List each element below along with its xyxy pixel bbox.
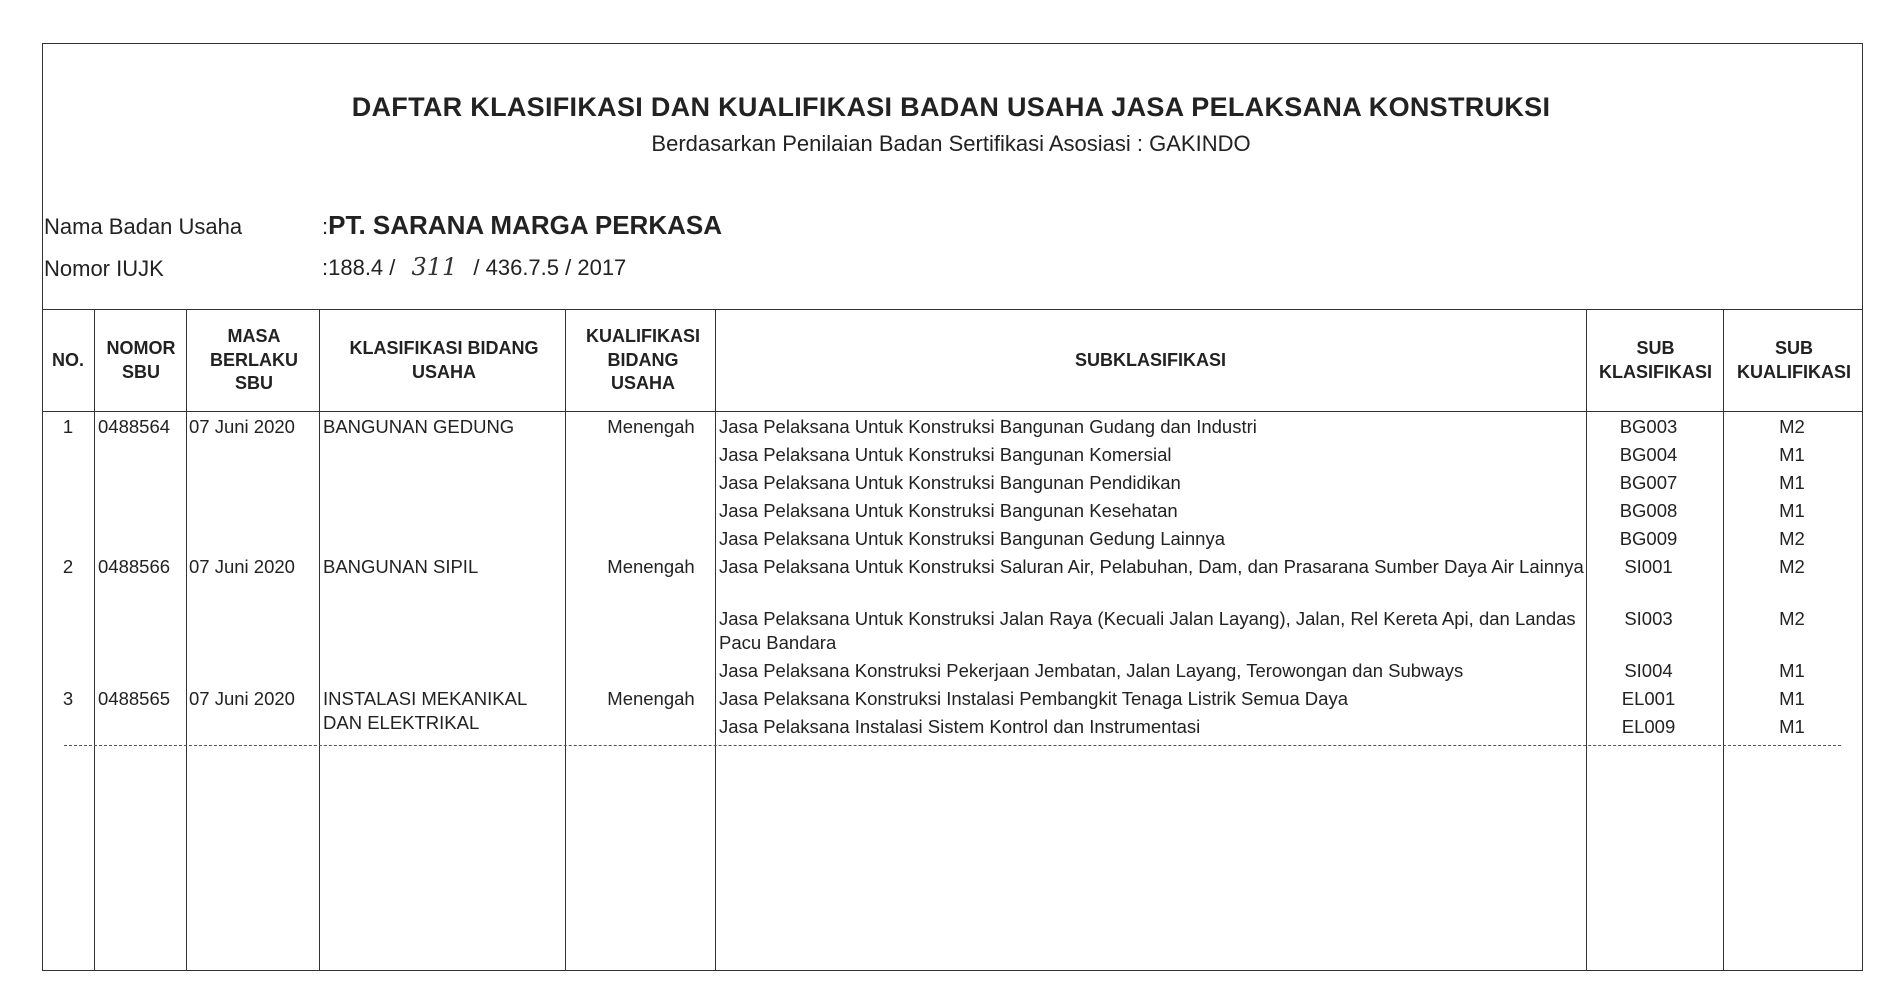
sub-kualifikasi-cell: M2 [1779, 608, 1805, 629]
header-kualifikasi: KUALIFIKASI BIDANG USAHA [586, 326, 700, 394]
header-divider [42, 411, 1863, 412]
sub-klasifikasi-code-cell: SI001 [1624, 556, 1673, 577]
sub-kualifikasi-cell: M1 [1779, 500, 1805, 521]
klasifikasi-cell: INSTALASI MEKANIKAL DAN ELEKTRIKAL [323, 688, 527, 733]
sub-klasifikasi-code-cell: BG004 [1619, 444, 1678, 465]
klasifikasi-cell: BANGUNAN SIPIL [323, 556, 479, 577]
sub-kualifikasi-cell: M2 [1779, 528, 1805, 549]
sub-kualifikasi-cell: M1 [1779, 716, 1805, 737]
sub-klasifikasi-code-cell: BG003 [1619, 416, 1678, 437]
sub-klasifikasi-code-cell: BG007 [1619, 472, 1678, 493]
row-number: 2 [62, 556, 74, 577]
company-name-row [322, 210, 722, 241]
nomor-sbu-cell: 0488566 [98, 556, 171, 577]
iujk-number-prefix: :188.4 / [322, 255, 396, 280]
column-divider [1723, 310, 1724, 971]
column-divider [186, 310, 187, 971]
iujk-handwritten-number: 311 [411, 253, 458, 281]
row-number: 1 [62, 416, 74, 437]
iujk-number-row [322, 253, 626, 281]
subklasifikasi-cell: Jasa Pelaksana Untuk Konstruksi Saluran Air, Pelabuhan, Dam, dan Prasarana Sumber Daya Air Lainnya [719, 556, 1584, 577]
subklasifikasi-cell: Jasa Pelaksana Untuk Konstruksi Bangunan Komersial [719, 444, 1172, 465]
kualifikasi-cell: Menengah [607, 416, 695, 437]
subklasifikasi-cell: Jasa Pelaksana Instalasi Sistem Kontrol dan Instrumentasi [719, 716, 1201, 737]
sub-kualifikasi-cell: M1 [1779, 472, 1805, 493]
sub-klasifikasi-code-cell: EL009 [1621, 716, 1676, 737]
header-klasifikasi: KLASIFIKASI BIDANG USAHA [349, 338, 539, 382]
header-masa-berlaku: MASA BERLAKU SBU [210, 326, 298, 394]
kualifikasi-cell: Menengah [607, 688, 695, 709]
masa-berlaku-cell: 07 Juni 2020 [189, 416, 295, 437]
iujk-number-label: Nomor IUJK [44, 256, 164, 281]
row-number: 3 [62, 688, 74, 709]
sub-klasifikasi-code-cell: BG009 [1619, 528, 1678, 549]
kualifikasi-cell: Menengah [607, 556, 695, 577]
column-divider [565, 310, 566, 971]
masa-berlaku-cell: 07 Juni 2020 [189, 556, 295, 577]
header-subklasifikasi: SUBKLASIFIKASI [1074, 349, 1226, 370]
document-title: DAFTAR KLASIFIKASI DAN KUALIFIKASI BADAN USAHA JASA PELAKSANA KONSTRUKSI [351, 92, 1551, 122]
iujk-number-suffix: / 436.7.5 / 2017 [473, 255, 627, 280]
nomor-sbu-cell: 0488564 [98, 416, 171, 437]
header-nomor-sbu: NOMOR SBU [106, 338, 176, 382]
subklasifikasi-cell: Jasa Pelaksana Untuk Konstruksi Jalan Raya (Kecuali Jalan Layang), Jalan, Rel Kereta Api, dan Landas Pacu Bandara [719, 608, 1576, 653]
klasifikasi-cell: BANGUNAN GEDUNG [323, 416, 515, 437]
sub-klasifikasi-code-cell: SI003 [1624, 608, 1673, 629]
subklasifikasi-cell: Jasa Pelaksana Untuk Konstruksi Bangunan Gedung Lainnya [719, 528, 1226, 549]
column-divider [319, 310, 320, 971]
header-sub-klasifikasi: SUB KLASIFIKASI [1598, 338, 1712, 382]
column-divider [94, 310, 95, 971]
header-sub-kualifikasi: SUB KUALIFIKASI [1737, 338, 1851, 382]
subklasifikasi-cell: Jasa Pelaksana Untuk Konstruksi Bangunan Gudang dan Industri [719, 416, 1257, 437]
header-no: NO. [51, 349, 84, 370]
masa-berlaku-cell: 07 Juni 2020 [189, 688, 295, 709]
nomor-sbu-cell: 0488565 [98, 688, 171, 709]
dashed-separator [64, 745, 1841, 746]
subklasifikasi-cell: Jasa Pelaksana Konstruksi Pekerjaan Jembatan, Jalan Layang, Terowongan dan Subways [719, 660, 1464, 681]
subklasifikasi-cell: Jasa Pelaksana Untuk Konstruksi Bangunan Pendidikan [719, 472, 1181, 493]
sub-kualifikasi-cell: M1 [1779, 688, 1805, 709]
document-subtitle: Berdasarkan Penilaian Badan Sertifikasi Asosiasi : GAKINDO [651, 131, 1251, 156]
sub-klasifikasi-code-cell: BG008 [1619, 500, 1678, 521]
sub-kualifikasi-cell: M2 [1779, 416, 1805, 437]
company-name-value: PT. SARANA MARGA PERKASA [328, 210, 722, 240]
subklasifikasi-cell: Jasa Pelaksana Untuk Konstruksi Bangunan Kesehatan [719, 500, 1178, 521]
classification-table [42, 309, 1863, 971]
sub-kualifikasi-cell: M2 [1779, 556, 1805, 577]
company-name-separator: : [322, 214, 329, 239]
sub-kualifikasi-cell: M1 [1779, 444, 1805, 465]
sub-klasifikasi-code-cell: EL001 [1621, 688, 1676, 709]
sub-klasifikasi-code-cell: SI004 [1624, 660, 1673, 681]
company-name-label: Nama Badan Usaha [44, 214, 243, 239]
subklasifikasi-cell: Jasa Pelaksana Konstruksi Instalasi Pembangkit Tenaga Listrik Semua Daya [719, 688, 1348, 709]
sub-kualifikasi-cell: M1 [1779, 660, 1805, 681]
